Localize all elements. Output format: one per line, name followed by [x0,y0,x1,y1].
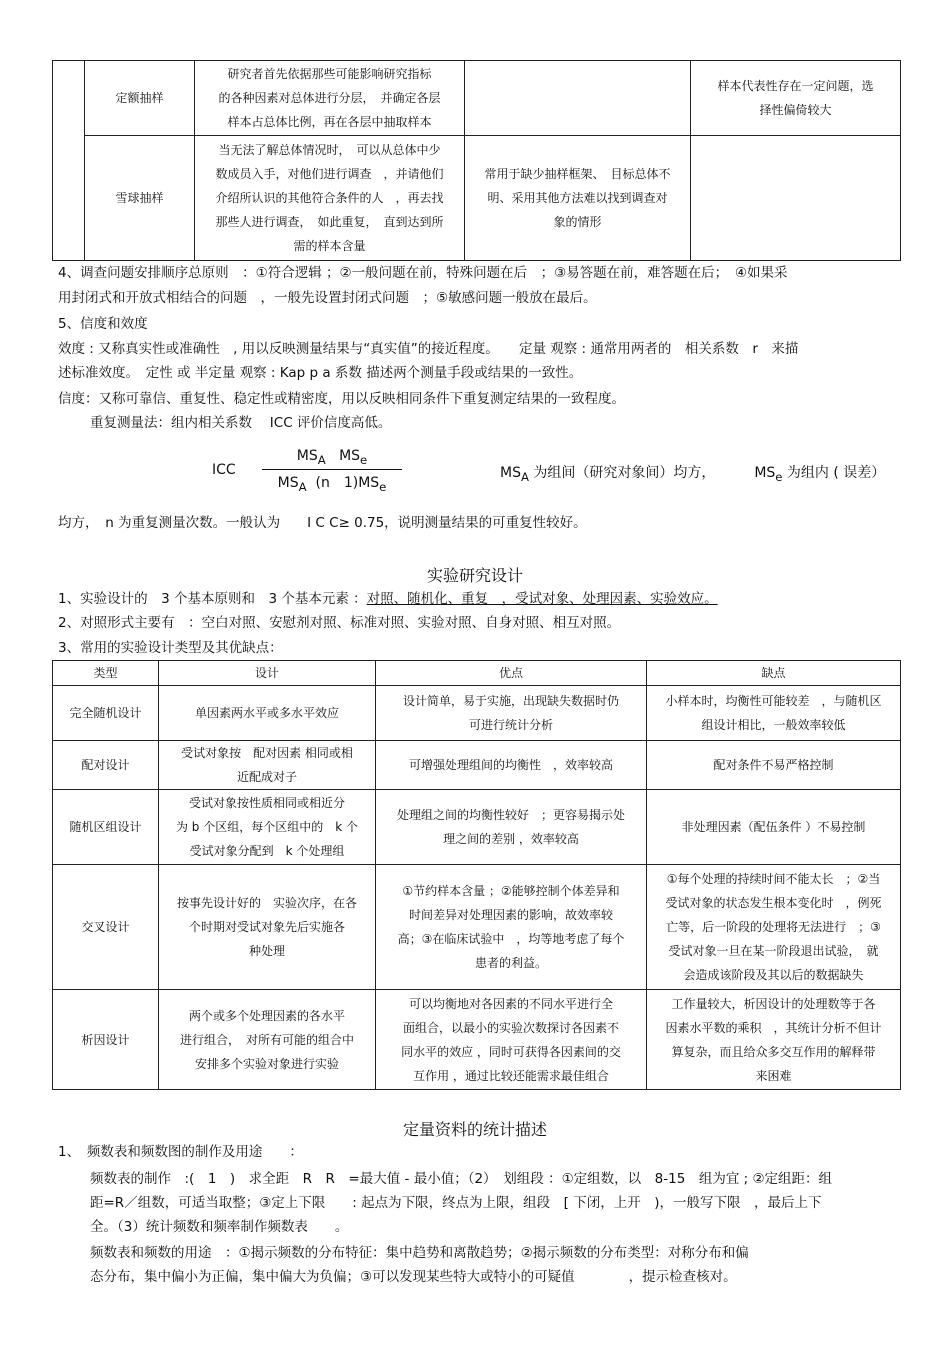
cell-type: 定额抽样 [85,61,195,136]
text-line: 受试对象按 配对因素 相同或相 [181,746,353,760]
table-row [53,790,901,865]
text-line: 可增强处理组间的均衡性 ，效率较高 [408,758,613,772]
text-line: 介绍所认识的其他符合条件的人 ，再去找 [215,191,444,205]
cell-type: 随机区组设计 [53,790,159,865]
exp-p3: 3、常用的实验设计类型及其优缺点： [58,640,283,656]
sec4-line-2: 用封闭式和开放式相结合的问题 ，一般先设置封闭式问题 ；⑤敏感问题一般放在最后。 [58,290,597,306]
cell-dis [647,741,901,790]
sec4-line-1: 4、调查问题安排顺序总原则 ：①符合逻辑 ；②一般问题在前，特殊问题在后 ；③易答题在前，难答题在后； ④如果采 [58,265,788,281]
text-line: 组设计相比，一般效率较低 [701,718,846,732]
cell-adv [376,741,647,790]
cell-type: 析因设计 [53,990,159,1090]
cell-design [159,686,376,741]
exp-p2: 2、对照形式主要有 ：空白对照、安慰剂对照、标准对照、实验对照、自身对照、相互对照。 [58,615,621,631]
text-line: 为 b 个区组，每个区组中的 k 个 [175,820,358,834]
cell-design [195,136,465,261]
formula-desc [500,462,885,484]
text-line: 处理组之间的均衡性较好 ；更容易揭示处 [396,808,625,822]
fraction-bar [262,469,402,470]
cell-disadvantages [691,61,901,136]
text-line: 常用于缺少抽样框架、 目标总体不 [484,167,671,181]
stat-p1-line: 频数表的制作 :( 1 ) 求全距 R R =最大值 - 最小值；（2） 划组段 ：①定组数，以 8-15 组为宜 ; ②定组距：组 [90,1171,833,1187]
stat-p2-line: 频数表和频数的用途 ：①揭示频数的分布特征：集中趋势和离散趋势；②揭示频数的分布类型：对称分布和偏 [90,1245,749,1261]
section-title: 实验研究设计 [426,566,523,585]
header-cell: 优点 [376,661,647,686]
ms-text: MS [339,448,361,464]
stat-p1-line: 全。（3）统计频数和频率制作频数表 。 [90,1219,349,1235]
table-row [53,686,901,741]
text-line: 设计简单，易于实施，出现缺失数据时仍 [402,694,619,708]
cell-adv [376,865,647,990]
sub: A [298,479,307,494]
text-line: 算复杂，而且给众多交互作用的解释带 [671,1044,876,1059]
design-table [52,660,901,1090]
text-line: 工作量较大，析因设计的处理数等于各 [671,996,876,1011]
text-line: 样本代表性存在一定问题，选 [717,79,874,93]
cell-dis [647,865,901,990]
icc-line: 重复测量法：组内相关系数 ICC 评价信度高低。 [90,415,392,431]
text-line: 会造成该阶段及其以后的数据缺失 [683,968,864,982]
text-line: 象的情形 [553,215,602,229]
text-line: 受试对象分配到 k 个处理组 [189,844,345,858]
ms-text: MS [277,474,299,491]
underlined-text: 受试对象、处理因素、实验效应。 [515,591,718,607]
text-line: 亡等，后一阶段的处理将无法进行 ；③ [666,920,881,934]
table-row [53,865,901,990]
cell-design [159,741,376,790]
sec5-heading: 5、信度和效度 [58,316,148,332]
text-line: 个时期对受试对象先后实施各 [188,920,345,934]
sub: e [379,479,387,494]
denominator [262,472,402,494]
stat-h1: 1、 频数表和频数图的制作及用途 ： [58,1144,303,1160]
text-line: 高；③在临床试验中 ，均等地考虑了每个 [397,932,625,946]
cell-design [159,790,376,865]
cell-adv [376,686,647,741]
text-line: 那些人进行调查， 如此重复， 直到达到所 [215,215,444,229]
header-cell: 类型 [53,661,159,686]
exp-p1 [58,590,718,608]
text-line: 种处理 [248,944,285,958]
sub: e [360,452,368,467]
text-line: 可以均衡地对各因素的不同水平进行全 [408,996,613,1011]
stat-p2-line: 态分布，集中偏小为正偏，集中偏大为负偏；③可以发现某些特大或特小的可疑值 ，提示检查核对。 [90,1269,737,1285]
header-cell: 缺点 [647,661,901,686]
cell-advantages [465,61,691,136]
validity-line-2: 述标准效度。 定性 或 半定量 观察 : Kap p a 系数 描述两个测量手段或结果的一致性。 [58,365,583,381]
text-line: 时间差异对处理因素的影响，故效率较 [408,908,613,922]
stat-p1-line: 距=R／组数，可适当取整；③定上下限 : 起点为下限，终点为上限，组段 [ 下闭，上开 )，一般写下限 ，最后上下 [90,1195,822,1211]
cell-design [159,865,376,990]
cell-adv [376,790,647,865]
text-line: 受试对象的状态发生根本变化时 ，例死 [665,896,882,910]
text-line: ①每个处理的持续时间不能太长 ；②当 [666,872,881,886]
text-line: ①节约样本含量 ；②能够控制个体差异和 [402,884,620,898]
table-row [53,741,901,790]
text-line: 可进行统计分析 [468,718,553,732]
text-line: 受试对象按性质相同或相近分 [188,796,345,810]
table-row [53,61,901,136]
cell-dis [647,790,901,865]
text-line: 两个或多个处理因素的各水平 [188,1008,345,1023]
icc-after: 均方， n 为重复测量次数。一般认为 I C C≥ 0.75，说明测量结果的可重复性较好。 [58,515,587,531]
reliability-line: 信度：又称可靠信、重复性、稳定性或精密度，用以反映相同条件下重复测定结果的一致程度。 [58,391,625,407]
text-line: 近配成对子 [236,770,297,784]
underlined-text: 对照、随机化、重复 ， [366,591,516,607]
table-row [53,136,901,261]
section-title: 定量资料的统计描述 [402,1120,547,1139]
text-line: 患者的利益。 [474,956,547,970]
icc-fraction [262,448,402,494]
cell-adv [376,990,647,1090]
text-line: 明、采用其他方法难以找到调查对 [487,191,668,205]
numerator [262,448,402,467]
text-line: 来困难 [755,1068,792,1083]
sub: A [520,469,529,484]
header-cell: 设计 [159,661,376,686]
sub: A [317,452,326,467]
ms-text: MS [754,465,776,481]
ms-text: MS [500,465,521,481]
cell-dis [647,990,901,1090]
text-line: 数成员入手，对他们进行调查 ，并请他们 [215,167,444,181]
text-line: 因素水平数的乘积 ，其统计分析不但计 [665,1020,882,1035]
icc-label: ICC [212,462,236,478]
text-line: 理之间的差别 ，效率较高 [443,832,579,846]
text-line: 按事先设计好的 实验次序，在各 [176,896,357,910]
text-line: 当无法了解总体情况时， 可以从总体中少 [218,143,441,157]
desc-text: 为组间（研究对象间）均方， [528,465,716,481]
text-line: 单因素两水平或多水平效应 [194,706,339,720]
text-line: 样本占总体比例，再在各层中抽取样本 [227,115,432,129]
text-line: 非处理因素（配伍条件 ）不易控制 [681,820,866,834]
text-line: 同水平的效应 ，同时可获得各因素间的交 [401,1044,621,1059]
cell-advantages [465,136,691,261]
text-line: 安排多个实验对象进行实验 [194,1056,339,1071]
cell-design [195,61,465,136]
text-line: 的各种因素对总体进行分层， 并确定各层 [218,91,441,105]
cell-design [159,990,376,1090]
text: 1、实验设计的 3 个基本原则和 3 个基本元素 ： [58,591,367,607]
table-row [53,990,901,1090]
text-line: 进行组合， 对所有可能的组合中 [179,1032,354,1047]
merged-category-cell [53,61,85,261]
text-line: 研究者首先依据那些可能影响研究指标 [227,67,432,81]
cell-dis [647,686,901,741]
text-line: 面组合，以最小的实验次数探讨各因素不 [402,1020,619,1035]
text-line: 需的样本含量 [293,239,366,253]
sub: e [775,469,783,484]
text-line: 互作用 ，通过比较还能需求最佳组合 [413,1068,609,1083]
cell-type: 雪球抽样 [85,136,195,261]
cell-type: 配对设计 [53,741,159,790]
desc-text: 为组内 ( 误差） [782,465,886,481]
sampling-table [52,60,901,261]
text-line: 择性偏倚较大 [759,103,832,117]
validity-line-1: 效度 : 又称真实性或准确性 , 用以反映测量结果与“真实值”的接近程度。 定量 观察 : 通常用两者的 相关系数 r 来描 [58,341,799,357]
text-line: 配对条件不易严格控制 [713,758,834,772]
text-line: 受试对象一旦在某一阶段退出试验， 就 [668,944,879,958]
table-header-row [53,661,901,686]
text-line: 小样本时，均衡性可能较差 ，与随机区 [665,694,882,708]
cell-disadvantages [691,136,901,261]
ms-text: MS [296,448,318,464]
ms-text: (n 1)MS [315,474,380,491]
cell-type: 交叉设计 [53,865,159,990]
cell-type: 完全随机设计 [53,686,159,741]
